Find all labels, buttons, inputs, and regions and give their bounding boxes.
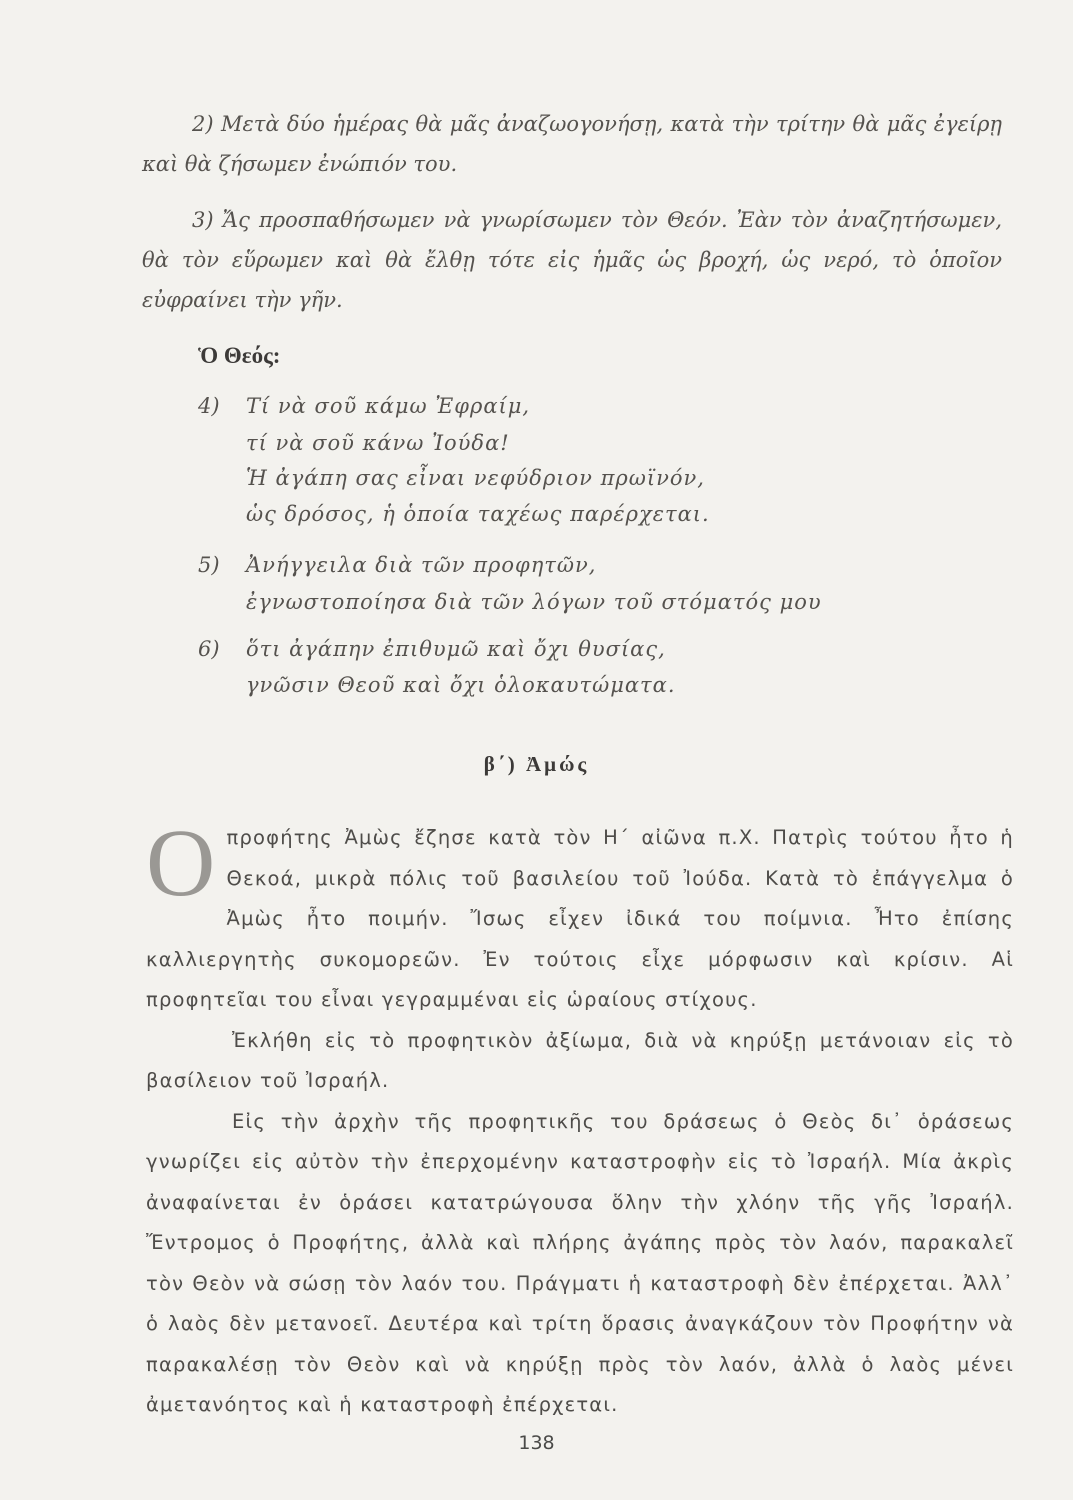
poem-verse-6-number: 6)	[198, 637, 220, 661]
poem-line: ὅτι ἀγάπην ἐπιθυμῶ καὶ ὄχι θυσίας,	[246, 637, 666, 661]
poem-line: ἐγνωστοποίησα διὰ τῶν λόγων τοῦ στόματός μου	[246, 590, 822, 614]
body-paragraph-1	[146, 809, 1014, 1021]
poem-verse-4-number: 4)	[198, 394, 220, 418]
poem-line: Ἡ ἀγάπη σας εἶναι νεφύδριον πρωϊνόν,	[246, 466, 705, 490]
section-heading: β΄) Ἀμώς	[483, 752, 590, 776]
verse-2	[142, 104, 1002, 184]
poem-line: Τί νὰ σοῦ κάμω Ἐφραίμ,	[246, 394, 531, 418]
body-paragraph-2: Ἐκλήθη εἰς τὸ προφητικὸν ἀξίωμα, διὰ νὰ κηρύξῃ μετάνοιαν εἰς τὸ βασίλειον τοῦ Ἰσραήλ.	[146, 1028, 1014, 1092]
body-paragraph-3: Εἰς τὴν ἀρχὴν τῆς προφητικῆς του δράσεως ὁ Θεὸς δι᾽ ὁράσεως γνωρίζει εἰς αὐτὸν τὴν ἐπερχομένην καταστροφὴν εἰς τὸ Ἰσραήλ. Μία ἀκρὶς ἀναφαίνεται ἐν ὁράσει κατατρώγουσα ὅλην τὴν χλόην τῆς γῆς Ἰσραήλ. Ἔντρομος ὁ Προφήτης, ἀλλὰ καὶ πλήρης ἀγάπης πρὸς τὸν λαόν, παρακαλεῖ τὸν Θεὸν νὰ σώσῃ τὸν λαόν του. Πράγματι ἡ καταστροφὴ δὲν ἐπέρχεται. Ἀλλ᾽ ὁ λαὸς δὲν μετανοεῖ. Δευτέρα καὶ τρίτη ὅρασις ἀναγκάζουν τὸν Προφήτην νὰ παρακαλέσῃ τὸν Θεὸν καὶ νὰ κηρύξῃ πρὸς τὸν λαόν, ἀλλὰ ὁ λαὸς μένει ἀμετανόητος καὶ ἡ καταστροφὴ ἐπέρχεται.	[146, 1109, 1014, 1416]
poem-verse-5-number: 5)	[198, 553, 220, 577]
page-number: 138	[518, 1432, 555, 1454]
verse-3-text: 3) Ἄς προσπαθήσωμεν νὰ γνωρίσωμεν τὸν Θεόν. Ἐὰν τὸν ἀναζητήσωμεν, θὰ τὸν εὕρωμεν καὶ θὰ ἔλθῃ τότε εἰς ἡμᾶς ὡς βροχή, ὡς νερό, τὸ ὁποῖον εὐφραίνει τὴν γῆν.	[142, 208, 1002, 312]
poem-line: τί νὰ σοῦ κάνω Ἰούδα!	[246, 431, 510, 455]
poem-line: Ἀνήγγειλα διὰ τῶν προφητῶν,	[246, 553, 597, 577]
verse-2-text: 2) Μετὰ δύο ἡμέρας θὰ μᾶς ἀναζωογονήσῃ, κατὰ τὴν τρίτην θὰ μᾶς ἐγείρῃ καὶ θὰ ζήσωμεν ἐνώπιόν του.	[142, 112, 1002, 176]
body-paragraph-1-text: προφήτης Ἀμὼς ἔζησε κατὰ τὸν Η΄ αἰῶνα π.Χ. Πατρὶς τούτου ἦτο ἡ Θεκοά, μικρὰ πόλις τοῦ βασιλείου τοῦ Ἰούδα. Κατὰ τὸ ἐπάγγελμα ὁ Ἀμὼς ἦτο ποιμήν. Ἴσως εἶχεν ἰδικά του ποίμνια. Ἦτο ἐπίσης καλλιεργητὴς συκομορεῶν. Ἐν τούτοις εἶχε μόρφωσιν καὶ κρίσιν. Αἱ προφητεῖαι του εἶναι γεγραμμέναι εἰς ὡραίους στίχους.	[146, 826, 1014, 1011]
poem-line: γνῶσιν Θεοῦ καὶ ὄχι ὁλοκαυτώματα.	[246, 673, 676, 697]
verse-3	[142, 200, 1002, 320]
poem-line: ὡς δρόσος, ἡ ὁποία ταχέως παρέρχεται.	[246, 502, 710, 526]
drop-cap: Ο	[146, 809, 217, 916]
speaker-label: Ὁ Θεός:	[198, 343, 281, 368]
section-body	[146, 809, 1014, 1426]
